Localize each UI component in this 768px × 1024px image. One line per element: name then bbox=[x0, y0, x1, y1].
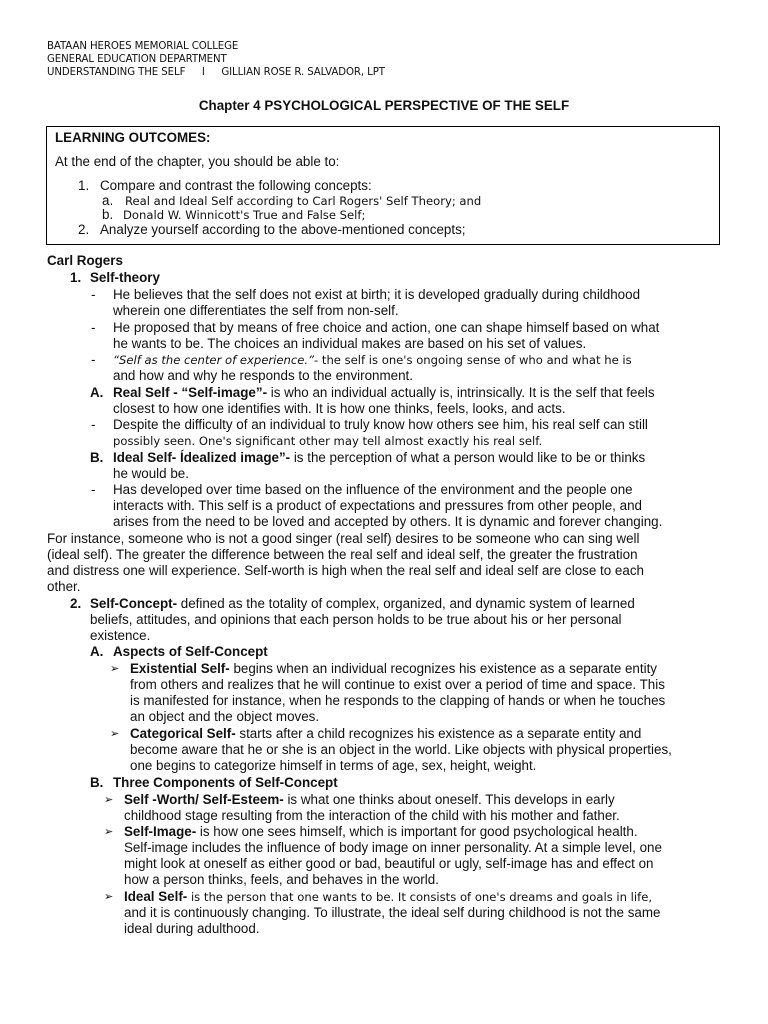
quote-text: “Self as the center of experience.” bbox=[113, 353, 315, 367]
body-line: arises from the need to be loved and accepted by others. It is dynamic and forever changing. bbox=[113, 514, 663, 529]
arrow-bullet-icon: ➢ bbox=[104, 891, 114, 903]
body-line: interacts with. This self is a product of expectations and pressures from other people, and bbox=[113, 498, 642, 513]
subheading: Self-theory bbox=[90, 270, 160, 285]
outcome-letter: a. bbox=[102, 193, 114, 208]
body-line: ideal during adulthood. bbox=[124, 921, 260, 936]
body-line: is manifested for instance, when he responds to the clapping of hands or when he touches bbox=[130, 693, 666, 708]
outcome-number: 2. bbox=[78, 222, 90, 237]
body-line: Self -Worth/ Self-Esteem- is what one thinks about oneself. This develops in early bbox=[124, 792, 615, 807]
list-letter: B. bbox=[90, 450, 104, 465]
body-line: and distress one will experience. Self-worth is high when the real self and ideal self are close to each bbox=[47, 563, 644, 578]
list-letter: B. bbox=[90, 775, 104, 790]
college-name: BATAAN HEROES MEMORIAL COLLEGE bbox=[47, 41, 239, 52]
term-heading: Real Self - “Self-image”- bbox=[113, 385, 268, 400]
body-line: might look at oneself as either good or bad, beautiful or ugly, self-image has and effect on bbox=[124, 856, 654, 871]
outcome-number: 1. bbox=[78, 178, 90, 193]
bullet-dash: - bbox=[91, 287, 96, 302]
arrow-bullet-icon: ➢ bbox=[104, 794, 114, 806]
chapter-title: Chapter 4 PSYCHOLOGICAL PERSPECTIVE OF THE SELF bbox=[198, 98, 570, 113]
term-heading: Self-Concept- bbox=[90, 596, 178, 611]
body-line: Self-image includes the influence of body image on inner personality. At a simple level, one bbox=[124, 840, 662, 855]
body-line: and it is continuously changing. To illustrate, the ideal self during childhood is not the same bbox=[124, 905, 661, 920]
body-line: (ideal self). The greater the difference between the real self and ideal self, the greater the frustration bbox=[47, 547, 638, 562]
department-name: GENERAL EDUCATION DEPARTMENT bbox=[47, 54, 227, 65]
header-separator: I bbox=[201, 67, 205, 78]
list-number: 1. bbox=[70, 270, 82, 285]
body-line: wherein one differentiates the self from non-self. bbox=[113, 303, 399, 318]
learning-outcomes-heading: LEARNING OUTCOMES: bbox=[55, 130, 211, 145]
term-heading: Ideal Self- Ídealized image”- bbox=[113, 450, 291, 465]
body-line: Self-Image- is how one sees himself, which is important for good psychological health. bbox=[124, 824, 638, 839]
subheading: Three Components of Self-Concept bbox=[113, 775, 338, 790]
body-line: He proposed that by means of free choice and action, one can shape himself based on what bbox=[113, 320, 660, 335]
body-line: from others and realizes that he will continue to exist over a period of time and space. This bbox=[130, 677, 665, 692]
subheading: Aspects of Self-Concept bbox=[113, 644, 268, 659]
term-heading: Existential Self- bbox=[130, 661, 230, 676]
body-line: existence. bbox=[90, 628, 151, 643]
body-line: and how and why he responds to the environment. bbox=[113, 368, 413, 383]
learning-outcomes-box bbox=[46, 126, 720, 245]
arrow-bullet-icon: ➢ bbox=[104, 826, 114, 838]
body-line: how a person thinks, feels, and behaves in the world. bbox=[124, 872, 439, 887]
section-heading: Carl Rogers bbox=[47, 253, 123, 268]
body-line: “Self as the center of experience.”- the self is one's ongoing sense of who and what he is bbox=[113, 353, 632, 367]
bullet-dash: - bbox=[91, 417, 96, 432]
body-line: Ideal Self- is the person that one wants to be. It consists of one's dreams and goals in life, bbox=[124, 889, 653, 904]
body-line: become aware that he or she is an object in the world. Like objects with physical properties, bbox=[130, 742, 672, 757]
outcome-text: Donald W. Winnicott's True and False Self; bbox=[123, 208, 366, 222]
body-line: one begins to categorize himself in terms of age, sex, height, weight. bbox=[130, 758, 537, 773]
body-line: He believes that the self does not exist at birth; it is developed gradually during childhood bbox=[113, 287, 641, 302]
bullet-dash: - bbox=[91, 320, 96, 335]
outcome-text: Compare and contrast the following concepts: bbox=[100, 178, 372, 193]
body-line: Categorical Self- starts after a child recognizes his existence as a separate entity and bbox=[130, 726, 642, 741]
body-line: possibly seen. One's significant other may tell almost exactly his real self. bbox=[113, 434, 543, 448]
list-letter: A. bbox=[90, 385, 104, 400]
body-line: closest to how one identifies with. It is how one thinks, feels, looks, and acts. bbox=[113, 401, 566, 416]
body-line: Has developed over time based on the influence of the environment and the people one bbox=[113, 482, 633, 497]
body-line: an object and the object moves. bbox=[130, 709, 320, 724]
body-line: Existential Self- begins when an individual recognizes his existence as a separate entity bbox=[130, 661, 657, 676]
list-letter: A. bbox=[90, 644, 104, 659]
body-line: Despite the difficulty of an individual to truly know how others see him, his real self can still bbox=[113, 417, 648, 432]
term-heading: Self -Worth/ Self-Esteem- bbox=[124, 792, 284, 807]
arrow-bullet-icon: ➢ bbox=[110, 663, 120, 675]
term-heading: Categorical Self- bbox=[130, 726, 236, 741]
page-header bbox=[47, 40, 385, 79]
body-line: Ideal Self- Ídealized image”- is the perception of what a person would like to be or thinks bbox=[113, 450, 646, 465]
term-heading: Ideal Self- bbox=[124, 889, 188, 904]
body-line: beliefs, attitudes, and opinions that each person holds to be true about his or her personal bbox=[90, 612, 622, 627]
learning-outcomes-intro: At the end of the chapter, you should be able to: bbox=[55, 154, 340, 169]
term-heading: Self-Image- bbox=[124, 824, 197, 839]
body-line: Self-Concept- defined as the totality of complex, organized, and dynamic system of learned bbox=[90, 596, 635, 611]
body-line: he would be. bbox=[113, 466, 189, 481]
body-line: childhood stage resulting from the interaction of the child with his mother and father. bbox=[124, 808, 620, 823]
body-line: Real Self - “Self-image”- is who an individual actually is, intrinsically. It is the self that feels bbox=[113, 385, 655, 400]
course-name: UNDERSTANDING THE SELF bbox=[47, 67, 186, 78]
instructor-name: GILLIAN ROSE R. SALVADOR, LPT bbox=[221, 67, 385, 78]
body-line: other. bbox=[47, 579, 81, 594]
bullet-dash: - bbox=[91, 352, 96, 367]
list-number: 2. bbox=[70, 596, 82, 611]
course-line bbox=[47, 66, 385, 79]
bullet-dash: - bbox=[91, 482, 96, 497]
outcome-text: Real and Ideal Self according to Carl Rogers' Self Theory; and bbox=[125, 194, 482, 208]
body-line: he wants to be. The choices an individual makes are based on his set of values. bbox=[113, 336, 587, 351]
outcome-letter: b. bbox=[102, 207, 114, 222]
body-line: For instance, someone who is not a good singer (real self) desires to be someone who can sing well bbox=[47, 531, 640, 546]
outcome-text: Analyze yourself according to the above-mentioned concepts; bbox=[100, 222, 466, 237]
arrow-bullet-icon: ➢ bbox=[110, 728, 120, 740]
